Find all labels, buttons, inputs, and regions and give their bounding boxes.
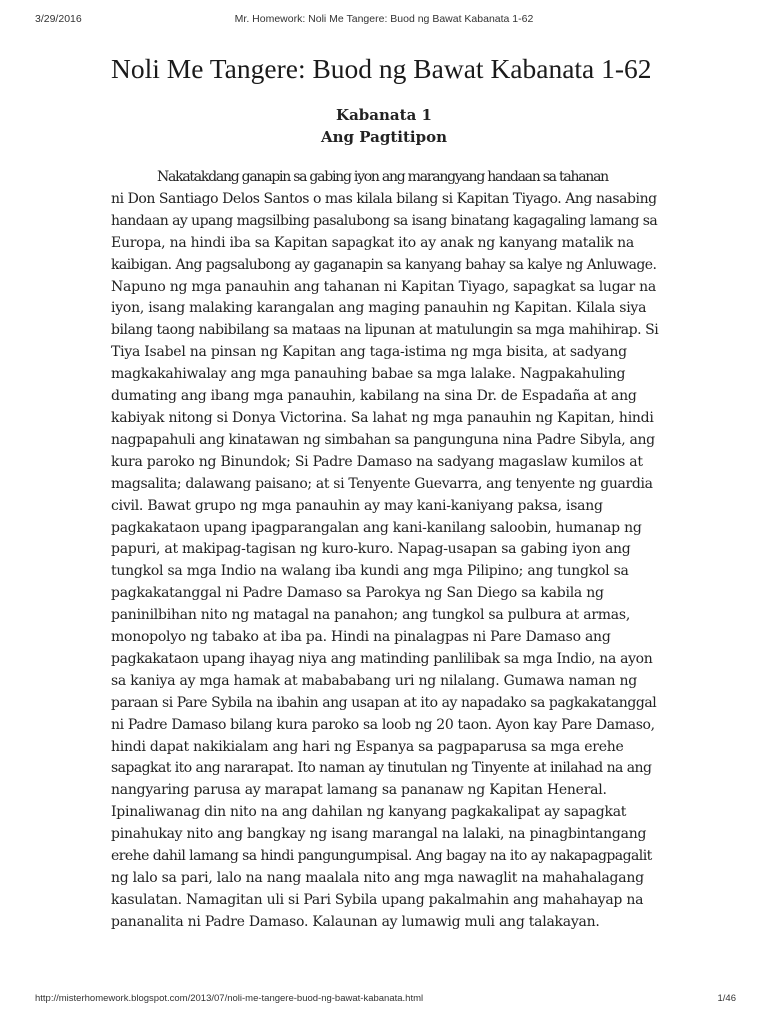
paragraph-line: tungkol sa mga Indio na walang iba kundi ang mga Pilipino; ang tungkol sa bbox=[111, 563, 629, 580]
paragraph-line: handaan ay upang magsilbing pasalubong sa isang binatang kagagaling lamang sa bbox=[111, 212, 658, 229]
print-page-number: 1/46 bbox=[717, 993, 736, 1004]
chapter-number: Kabanata 1 bbox=[336, 106, 432, 124]
print-footer bbox=[0, 993, 768, 1009]
print-header bbox=[0, 13, 768, 29]
paragraph-line: Tiya Isabel na pinsan ng Kapitan ang taga-istima ng mga bisita, at sadyang bbox=[111, 344, 627, 361]
chapter-name: Ang Pagtitipon bbox=[321, 128, 447, 146]
paragraph-line: kaibigan. Ang pagsalubong ay gaganapin sa kanyang bahay sa kalye ng Anluwage. bbox=[111, 256, 657, 273]
paragraph-line: Ipinaliwanag din nito na ang dahilan ng kanyang pagkakalipat ay sapagkat bbox=[111, 804, 627, 821]
paragraph-line: ng lalo sa pari, lalo na nang maalala nito ang mga nawaglit na mahahalagang bbox=[111, 870, 644, 886]
paragraph-line: bilang taong nabibilang sa mataas na lipunan at matulungin sa mga mahihirap. Si bbox=[111, 322, 659, 339]
page-title: Noli Me Tangere: Buod ng Bawat Kabanata 1-62 bbox=[111, 53, 652, 84]
paragraph-line: kura paroko ng Binundok; Si Padre Damaso na sadyang magaslaw kumilos at bbox=[111, 453, 643, 470]
paragraph-line: pinahukay nito ang bangkay ng isang marangal na lalaki, na pinagbintangang bbox=[111, 826, 647, 843]
paragraph-line: pagkakataon upang ihayag niya ang matinding panlilibak sa mga Indio, na ayon bbox=[111, 650, 653, 667]
paragraph-line: Nakatakdang ganapin sa gabing iyon ang marangyang handaan sa tahanan bbox=[157, 169, 608, 185]
paragraph-line: pananalita ni Padre Damaso. Kalaunan ay lumawig muli ang talakayan. bbox=[111, 913, 600, 930]
paragraph-line: pagkakataon upang ipagparangalan ang kani-kanilang saloobin, humanap ng bbox=[111, 519, 642, 536]
paragraph-line: monopolyo ng tabako at iba pa. Hindi na pinalagpas ni Pare Damaso ang bbox=[111, 629, 611, 646]
print-page-title: Mr. Homework: Noli Me Tangere: Buod ng Bawat Kabanata 1-62 bbox=[234, 13, 534, 25]
paragraph-line: ni Padre Damaso bilang kura paroko sa loob ng 20 taon. Ayon kay Pare Damaso, bbox=[111, 716, 655, 733]
paragraph-line: sapagkat ito ang nararapat. Ito naman ay tinutulan ng Tinyente at inilahad na ang bbox=[111, 760, 652, 777]
paragraph-line: erehe dahil lamang sa hindi pangungumpisal. Ang bagay na ito ay nakapagpagalit bbox=[111, 848, 652, 865]
paragraph-line: pagkakatanggal ni Padre Damaso sa Parokya ng San Diego sa kabila ng bbox=[111, 585, 604, 602]
paragraph-line: hindi dapat nakikialam ang hari ng Espanya sa pagpaparusa sa mga erehe bbox=[111, 738, 624, 755]
paragraph-line: paraan si Pare Sybila na ibahin ang usapan at ito ay napadako sa pagkakatanggal bbox=[111, 694, 657, 711]
paragraph-line: Napuno ng mga panauhin ang tahanan ni Kapitan Tiyago, sapagkat sa lugar na bbox=[111, 278, 657, 295]
print-date: 3/29/2016 bbox=[35, 13, 82, 25]
paragraph-line: nangyaring parusa ay marapat lamang sa pananaw ng Kapitan Heneral. bbox=[111, 782, 607, 799]
paragraph-line: kasulatan. Namagitan uli si Pari Sybila upang pakalmahin ang mahahayap na bbox=[111, 891, 644, 908]
paragraph-line: iyon, isang malaking karangalan ang maging panauhin ng Kapitan. Kilala siya bbox=[111, 300, 647, 317]
paragraph-line: dumating ang ibang mga panauhin, kabilang na sina Dr. de Espadaña at ang bbox=[111, 388, 637, 405]
print-url: http://misterhomework.blogspot.com/2013/07/noli-me-tangere-buod-ng-bawat-kabanata.html bbox=[35, 993, 424, 1004]
paragraph-line: sa kaniya ay mga hamak at mabababang uri ng nilalang. Gumawa naman ng bbox=[111, 672, 637, 689]
paragraph-line: nagpapahuli ang kinatawan ng simbahan sa pangunguna nina Padre Sibyla, ang bbox=[111, 431, 655, 448]
paragraph-line: ni Don Santiago Delos Santos o mas kilala bilang si Kapitan Tiyago. Ang nasabing bbox=[111, 190, 657, 207]
paragraph-line: Europa, na hindi iba sa Kapitan sapagkat ito ay anak ng kanyang matalik na bbox=[111, 234, 635, 251]
paragraph-line: magkakahiwalay ang mga panauhing babae sa mga lalake. Nagpakahuling bbox=[111, 366, 626, 383]
paragraph-line: kabiyak nitong si Donya Victorina. Sa lahat ng mga panauhin ng Kapitan, hindi bbox=[111, 409, 654, 426]
paragraph-line: magsalita; dalawang paisano; at si Tenyente Guevarra, ang tenyente ng guardia bbox=[111, 475, 653, 492]
chapter-summary-paragraph bbox=[111, 167, 657, 934]
paragraph-line: papuri, at makipag-tagisan ng kuro-kuro. Napag-usapan sa gabing iyon ang bbox=[111, 541, 631, 558]
chapter-heading bbox=[111, 104, 657, 148]
paragraph-line: paninilbihan nito ng matagal na panahon; ang tungkol sa pulbura at armas, bbox=[111, 607, 631, 624]
paragraph-line: civil. Bawat grupo ng mga panauhin ay may kani-kaniyang paksa, isang bbox=[111, 497, 603, 514]
